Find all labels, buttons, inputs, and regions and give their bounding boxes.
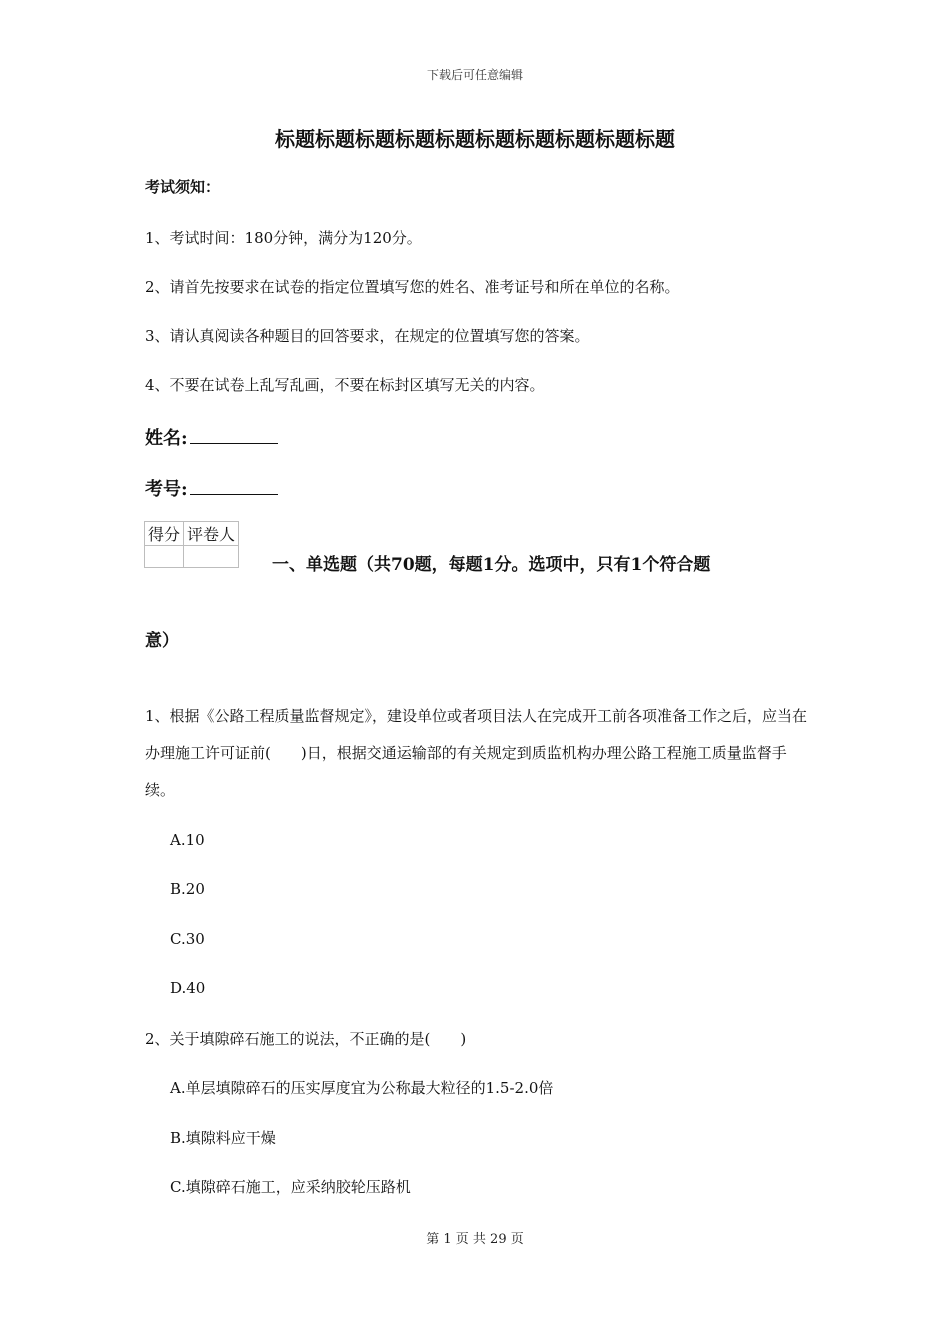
question-1-option-b: B.20 [170, 880, 205, 898]
question-1-option-a: A.10 [170, 831, 205, 849]
name-label: 姓名: [145, 428, 188, 449]
section-title: 一、单选题（共70题，每题1分。选项中，只有1个符合题 [272, 555, 711, 575]
score-cell [145, 546, 184, 568]
grader-header: 评卷人 [184, 522, 239, 546]
exam-id-label: 考号: [145, 479, 188, 500]
notice-item: 4、不要在试卷上乱写乱画，不要在标封区填写无关的内容。 [145, 376, 545, 394]
page-header: 下载后可任意编辑 [426, 68, 523, 82]
question-2: 2、关于填隙碎石施工的说法，不正确的是( ) [145, 1030, 467, 1048]
name-blank[interactable] [190, 425, 278, 444]
notice-item: 1、考试时间：180分钟，满分为120分。 [145, 229, 422, 247]
page-footer: 第 1 页 共 29 页 [426, 1232, 524, 1247]
score-table [144, 521, 239, 568]
section-title-continued: 意） [145, 631, 179, 651]
question-1-option-d: D.40 [170, 979, 206, 997]
question-2-option-c: C.填隙碎石施工，应采纳胶轮压路机 [170, 1178, 411, 1196]
document-title: 标题标题标题标题标题标题标题标题标题标题 [275, 127, 675, 151]
question-1-option-c: C.30 [170, 930, 205, 948]
question-2-option-a: A.单层填隙碎石的压实厚度宜为公称最大粒径的1.5-2.0倍 [170, 1079, 554, 1097]
notice-item: 2、请首先按要求在试卷的指定位置填写您的姓名、准考证号和所在单位的名称。 [145, 278, 680, 296]
notice-heading: 考试须知： [145, 178, 221, 196]
name-field [145, 424, 278, 450]
score-header: 得分 [145, 522, 184, 546]
grader-cell [184, 546, 239, 568]
notice-item: 3、请认真阅读各种题目的回答要求，在规定的位置填写您的答案。 [145, 327, 590, 345]
question-2-option-b: B.填隙料应干燥 [170, 1129, 276, 1147]
exam-id-field [145, 475, 278, 501]
exam-id-blank[interactable] [190, 476, 278, 495]
question-1: 1、根据《公路工程质量监督规定》，建设单位或者项目法人在完成开工前各项准备工作之后，应当在办理施工许可证前( )日，根据交通运输部的有关规定到质监机构办理公路工程施工质量监督手续。 [145, 707, 808, 799]
